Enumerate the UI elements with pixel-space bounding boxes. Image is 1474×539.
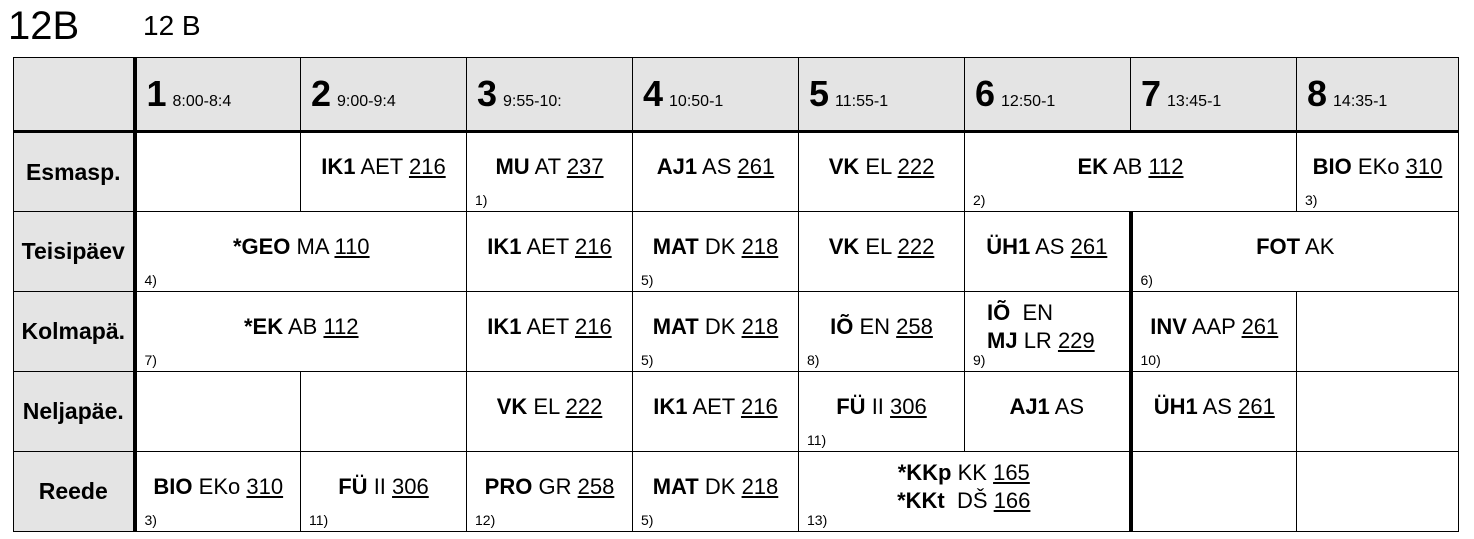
lesson-cell: MAT DK 218 5) <box>633 452 799 532</box>
lesson-cell: ÜH1 AS 261 <box>1131 372 1297 452</box>
footnote-ref: 3) <box>1305 192 1318 208</box>
footnote-ref: 11) <box>309 512 329 528</box>
footnote-ref: 8) <box>807 352 820 368</box>
lesson-cell: AJ1 AS 261 <box>633 132 799 212</box>
period-header: 2 9:00-9:4 <box>301 58 467 132</box>
lesson-cell: IK1 AET 216 <box>467 292 633 372</box>
lesson-cell: FOT AK 6) <box>1131 212 1459 292</box>
empty-cell <box>135 132 301 212</box>
footnote-ref: 11) <box>807 432 827 448</box>
class-name-title: 12 B <box>143 10 201 41</box>
lesson-cell: *KKp KK 165 *KKt DŠ 166 13) <box>799 452 1131 532</box>
lesson-cell: FÜ II 306 11) <box>301 452 467 532</box>
day-label: Esmasp. <box>14 132 135 212</box>
lesson-cell: PRO GR 258 12) <box>467 452 633 532</box>
footnote-ref: 6) <box>1140 272 1153 288</box>
period-header: 5 11:55-1 <box>799 58 965 132</box>
footnote-ref: 13) <box>807 512 828 528</box>
lesson-cell: IÕ EN 258 8) <box>799 292 965 372</box>
lesson-cell: MAT DK 218 5) <box>633 292 799 372</box>
periods-header-row <box>14 58 1459 132</box>
lesson-cell: VK EL 222 <box>799 212 965 292</box>
footnote-ref: 10) <box>1140 352 1161 368</box>
day-label: Kolmapä. <box>14 292 135 372</box>
lesson-cell: *GEO MA 110 4) <box>135 212 467 292</box>
period-header: 6 12:50-1 <box>965 58 1131 132</box>
lesson-cell: AJ1 AS <box>965 372 1131 452</box>
lesson-cell: IK1 AET 216 <box>467 212 633 292</box>
lesson-cell: BIO EKo 310 3) <box>1297 132 1459 212</box>
empty-cell <box>1131 452 1297 532</box>
lesson-cell: IK1 AET 216 <box>633 372 799 452</box>
day-row <box>14 292 1459 372</box>
lesson-cell: VK EL 222 <box>799 132 965 212</box>
empty-cell <box>301 372 467 452</box>
footnote-ref: 7) <box>144 352 157 368</box>
footnote-ref: 9) <box>973 352 986 368</box>
footnote-ref: 12) <box>475 512 496 528</box>
lesson-cell: FÜ II 306 11) <box>799 372 965 452</box>
lesson-cell: BIO EKo 310 3) <box>135 452 301 532</box>
period-header: 7 13:45-1 <box>1131 58 1297 132</box>
footnote-ref: 3) <box>144 512 157 528</box>
lesson-cell: MU AT 237 1) <box>467 132 633 212</box>
lesson-cell: *EK AB 112 7) <box>135 292 467 372</box>
lesson-cell: INV AAP 261 10) <box>1131 292 1297 372</box>
lesson-cell: IÕ EN MJ LR 229 9) <box>965 292 1131 372</box>
footnote-ref: 5) <box>641 352 654 368</box>
footnote-ref: 2) <box>973 192 986 208</box>
day-row <box>14 372 1459 452</box>
period-header: 4 10:50-1 <box>633 58 799 132</box>
lesson-cell: ÜH1 AS 261 <box>965 212 1131 292</box>
lesson-cell: VK EL 222 <box>467 372 633 452</box>
footnote-ref: 5) <box>641 512 654 528</box>
class-code-title: 12B <box>8 4 80 48</box>
day-label: Reede <box>14 452 135 532</box>
footnote-ref: 5) <box>641 272 654 288</box>
day-label: Teisipäev <box>14 212 135 292</box>
period-header: 8 14:35-1 <box>1297 58 1459 132</box>
period-header: 3 9:55-10: <box>467 58 633 132</box>
empty-cell <box>135 372 301 452</box>
day-row <box>14 212 1459 292</box>
day-row <box>14 132 1459 212</box>
footnote-ref: 4) <box>144 272 157 288</box>
empty-cell <box>1297 452 1459 532</box>
empty-cell <box>1297 292 1459 372</box>
lesson-cell: IK1 AET 216 <box>301 132 467 212</box>
empty-cell <box>1297 372 1459 452</box>
lesson-cell: EK AB 112 2) <box>965 132 1297 212</box>
day-label: Neljapäe. <box>14 372 135 452</box>
period-header: 1 8:00-8:4 <box>135 58 301 132</box>
footnote-ref: 1) <box>475 192 488 208</box>
header-corner <box>14 58 135 132</box>
timetable <box>13 57 1459 532</box>
day-row <box>14 452 1459 532</box>
lesson-cell: MAT DK 218 5) <box>633 212 799 292</box>
